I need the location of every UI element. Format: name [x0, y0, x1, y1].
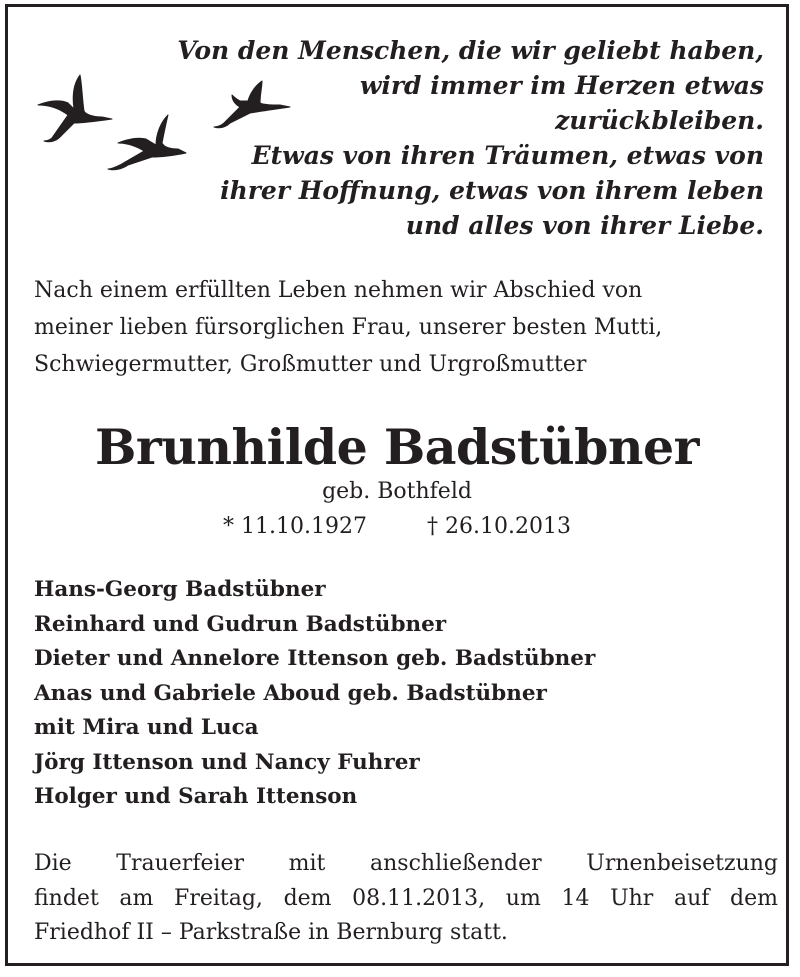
- poem-line: Etwas von ihren Träumen, etwas von: [251, 141, 764, 170]
- birth-date: * 11.10.1927: [223, 514, 367, 539]
- mourner-entry: Jörg Ittenson und Nancy Fuhrer: [34, 749, 420, 775]
- mourner-entry: Hans-Georg Badstübner: [34, 577, 326, 602]
- mourner-entry: Reinhard und Gudrun Badstübner: [34, 611, 447, 637]
- memorial-poem: [164, 33, 764, 243]
- obituary-frame: [5, 4, 789, 966]
- death-date: † 26.10.2013: [427, 514, 571, 539]
- mourner-entry: mit Mira und Luca: [34, 715, 259, 740]
- mourner-entry: Holger und Sarah Ittenson: [34, 784, 358, 809]
- mourner-entry: Dieter und Annelore Ittenson geb. Badstübner: [34, 646, 596, 671]
- birth-name: geb. Bothfeld: [322, 479, 472, 504]
- poem-line: Von den Menschen, die wir geliebt haben,: [177, 36, 764, 65]
- farewell-intro: [34, 272, 768, 383]
- mourners-list: [34, 573, 595, 815]
- poem-line: zurückbleiben.: [555, 106, 764, 135]
- funeral-service-info: [34, 847, 778, 951]
- poem-line: wird immer im Herzen etwas: [359, 71, 764, 100]
- life-dates: [8, 510, 786, 544]
- service-line: Friedhof II – Parkstraße in Bernburg statt.: [34, 920, 508, 945]
- service-line: Die Trauerfeier mit anschließender Urnenbeisetzung: [34, 851, 778, 876]
- intro-line: Schwiegermutter, Großmutter und Urgroßmutter: [34, 352, 587, 377]
- intro-line: meiner lieben fürsorglichen Frau, unserer besten Mutti,: [34, 315, 663, 340]
- deceased-name: Brunhilde Badstübner: [95, 418, 699, 476]
- intro-line: Nach einem erfüllten Leben nehmen wir Abschied von: [34, 278, 643, 303]
- poem-line: ihrer Hoffnung, etwas von ihrem leben: [220, 176, 764, 205]
- mourner-entry: Anas und Gabriele Aboud geb. Badstübner: [34, 680, 547, 706]
- poem-line: und alles von ihrer Liebe.: [405, 211, 764, 240]
- service-line: findet am Freitag, dem 08.11.2013, um 14 Uhr auf dem: [34, 885, 778, 911]
